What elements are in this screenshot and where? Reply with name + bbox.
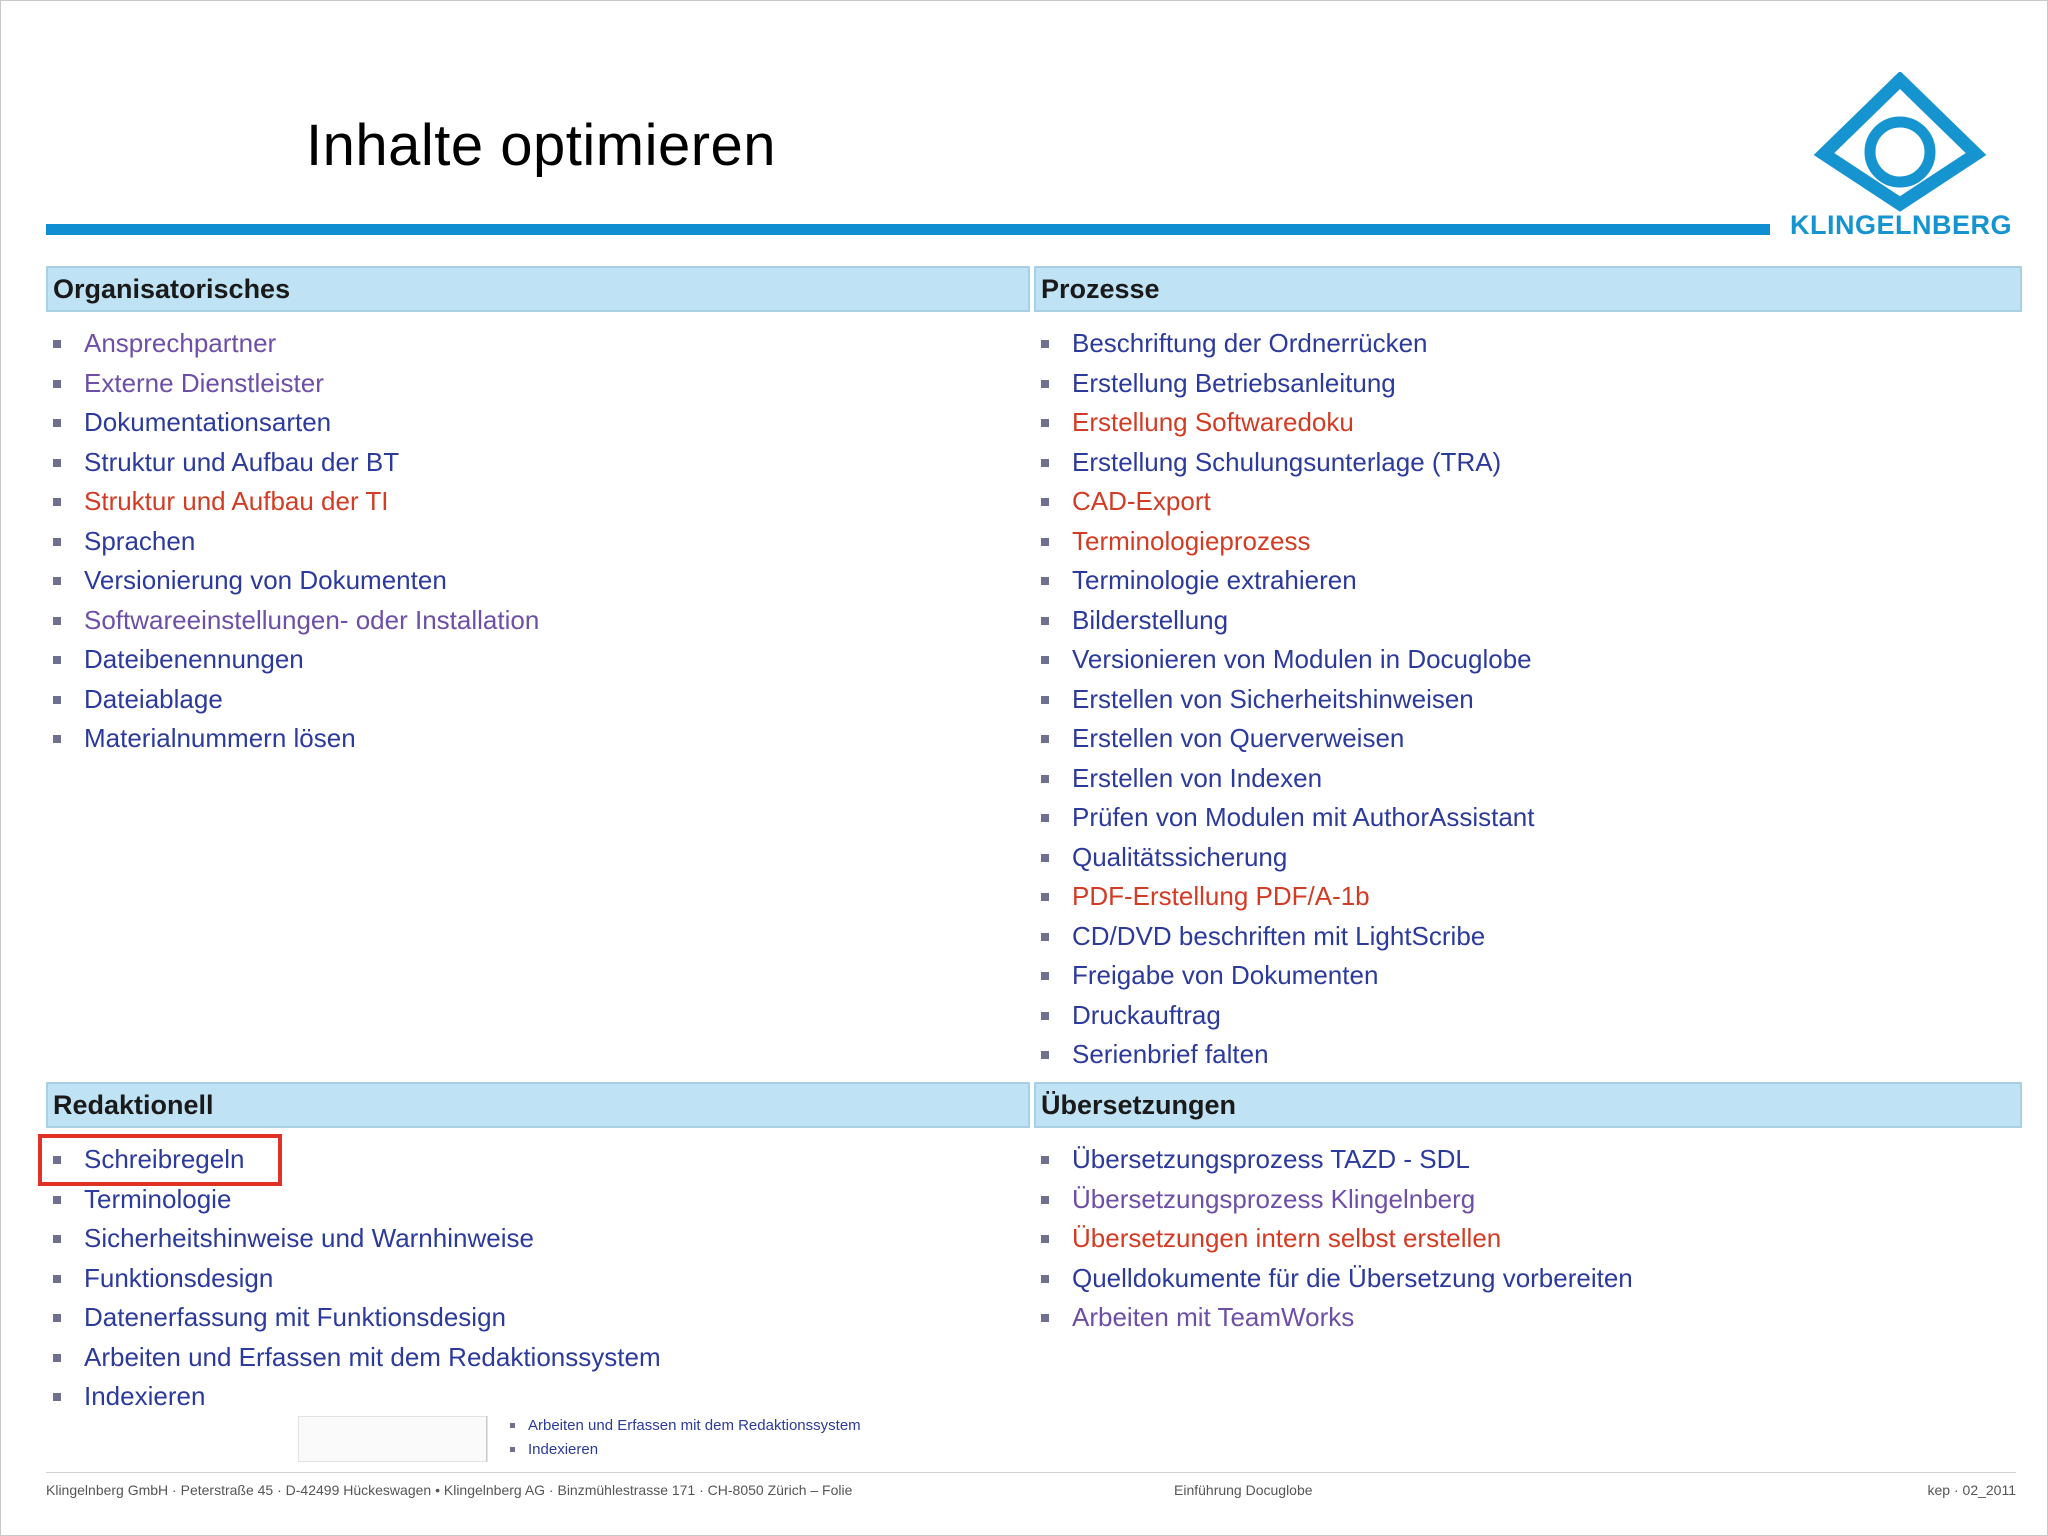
link-struktur-und-aufbau-der-ti[interactable] bbox=[46, 482, 539, 522]
link-arbeiten-mit-teamworks[interactable] bbox=[1034, 1298, 1633, 1338]
link-erstellung-schulungsunterlage-tra[interactable] bbox=[1034, 443, 1534, 483]
bullet-icon bbox=[53, 1354, 61, 1362]
link-label: Terminologieprozess bbox=[1072, 525, 1311, 556]
link-label: Freigabe von Dokumenten bbox=[1072, 960, 1379, 990]
bullet-icon bbox=[53, 538, 61, 546]
link-indexieren[interactable] bbox=[46, 1377, 661, 1417]
link-quelldokumente-fuer-die-uebersetzung-vorbereiten[interactable] bbox=[1034, 1259, 1633, 1299]
section-header-uebersetzungen: Übersetzungen bbox=[1034, 1082, 2022, 1128]
klingelnberg-logo bbox=[1790, 72, 2012, 242]
bullet-icon bbox=[1041, 854, 1049, 862]
link-erstellung-softwaredoku[interactable] bbox=[1034, 403, 1534, 443]
link-label: Softwareeinstellungen- oder Installation bbox=[84, 604, 540, 635]
link-versionierung-von-dokumenten[interactable] bbox=[46, 561, 539, 601]
bullet-icon bbox=[53, 696, 61, 704]
link-label: Prüfen von Modulen mit AuthorAssistant bbox=[1072, 802, 1535, 832]
logo-wordmark: KLINGELNBERG bbox=[1790, 210, 2012, 240]
highlight-box bbox=[38, 1134, 282, 1186]
link-label: Sicherheitshinweise und Warnhinweise bbox=[84, 1223, 534, 1253]
bullet-icon bbox=[1041, 538, 1049, 546]
bullet-icon bbox=[53, 656, 61, 664]
bullet-icon bbox=[1041, 577, 1049, 585]
link-versionieren-von-modulen-in-docuglobe[interactable] bbox=[1034, 640, 1534, 680]
link-label: Quelldokumente für die Übersetzung vorbereiten bbox=[1072, 1262, 1633, 1293]
link-label: Erstellen von Querverweisen bbox=[1072, 723, 1405, 753]
link-erstellen-von-sicherheitshinweisen[interactable] bbox=[1034, 680, 1534, 720]
link-serienbrief-falten[interactable] bbox=[1034, 1035, 1534, 1075]
link-bilderstellung[interactable] bbox=[1034, 601, 1534, 641]
link-datenerfassung-mit-funktionsdesign[interactable] bbox=[46, 1298, 661, 1338]
slide-title: Inhalte optimieren bbox=[306, 113, 777, 178]
link-terminologie-extrahieren[interactable] bbox=[1034, 561, 1534, 601]
link-freigabe-von-dokumenten[interactable] bbox=[1034, 956, 1534, 996]
link-cd-dvd-beschriften-mit-lightscribe[interactable] bbox=[1034, 917, 1534, 957]
link-uebersetzungen-intern-selbst-erstellen[interactable] bbox=[1034, 1219, 1633, 1259]
link-pdf-erstellung-pdf-a-1b[interactable] bbox=[1034, 877, 1534, 917]
link-pruefen-von-modulen-mit-authorassistant[interactable] bbox=[1034, 798, 1534, 838]
bullet-icon bbox=[53, 1196, 61, 1204]
list-organisatorisches bbox=[46, 324, 539, 759]
bullet-icon bbox=[1041, 933, 1049, 941]
link-label: Sprachen bbox=[84, 525, 196, 556]
bullet-icon bbox=[1041, 1314, 1049, 1322]
link-label: Erstellen von Sicherheitshinweisen bbox=[1072, 683, 1474, 714]
link-softwareeinstellungen-oder-installation[interactable] bbox=[46, 601, 539, 641]
title-rule bbox=[46, 224, 1770, 235]
mini-link-list bbox=[506, 1414, 861, 1462]
link-label: Qualitätssicherung bbox=[1072, 841, 1288, 872]
bullet-icon bbox=[53, 617, 61, 625]
bullet-icon bbox=[1041, 459, 1049, 467]
link-erstellen-von-indexen[interactable] bbox=[1034, 759, 1534, 799]
bullet-icon bbox=[1041, 1196, 1049, 1204]
section-header-organisatorisches: Organisatorisches bbox=[46, 266, 1030, 312]
bullet-icon bbox=[53, 577, 61, 585]
link-label: Übersetzungen intern selbst erstellen bbox=[1072, 1223, 1502, 1253]
bullet-icon bbox=[53, 1314, 61, 1322]
link-label: Bilderstellung bbox=[1072, 604, 1229, 635]
link-label: Versionieren von Modulen in Docuglobe bbox=[1072, 644, 1532, 674]
bullet-icon bbox=[1041, 1275, 1049, 1283]
link-funktionsdesign[interactable] bbox=[46, 1259, 661, 1299]
section-header-redaktionell: Redaktionell bbox=[46, 1082, 1030, 1128]
bullet-icon bbox=[53, 419, 61, 427]
diamond-logo-icon bbox=[1790, 72, 2002, 212]
link-label: Funktionsdesign bbox=[84, 1262, 274, 1293]
footer-rule bbox=[46, 1472, 2016, 1473]
link-label: PDF-Erstellung PDF/A-1b bbox=[1072, 881, 1370, 911]
footer-address: Klingelnberg GmbH · Peterstraße 45 · D-42499 Hückeswagen • Klingelnberg AG · Binzmühlestrasse 171 · CH-8050 Zürich – Folie bbox=[46, 1482, 853, 1498]
bullet-icon bbox=[53, 735, 61, 743]
link-label: Serienbrief falten bbox=[1072, 1039, 1269, 1069]
link-label: Versionierung von Dokumenten bbox=[84, 565, 447, 595]
link-label: Arbeiten mit TeamWorks bbox=[1072, 1302, 1355, 1332]
link-label: Übersetzungsprozess TAZD - SDL bbox=[1072, 1144, 1470, 1174]
link-label: Übersetzungsprozess Klingelnberg bbox=[1072, 1183, 1476, 1214]
link-erstellung-betriebsanleitung[interactable] bbox=[1034, 364, 1534, 404]
link-externe-dienstleister[interactable] bbox=[46, 364, 539, 404]
bullet-icon bbox=[510, 1423, 515, 1428]
link-label: Erstellung Softwaredoku bbox=[1072, 407, 1354, 437]
bullet-icon bbox=[1041, 1156, 1049, 1164]
footer-author-date: kep · 02_2011 bbox=[1927, 1482, 2016, 1498]
link-label: CAD-Export bbox=[1072, 486, 1211, 516]
link-label: Schreibregeln bbox=[84, 1144, 245, 1174]
mini-link-label: Arbeiten und Erfassen mit dem Redaktionssystem bbox=[528, 1417, 861, 1434]
list-prozesse bbox=[1034, 324, 1534, 1075]
mini-link-indexieren[interactable] bbox=[506, 1438, 861, 1462]
link-terminologieprozess[interactable] bbox=[1034, 522, 1534, 562]
link-label: Arbeiten und Erfassen mit dem Redaktionssystem bbox=[84, 1341, 661, 1372]
link-label: CD/DVD beschriften mit LightScribe bbox=[1072, 920, 1486, 951]
bullet-icon bbox=[53, 498, 61, 506]
link-label: Terminologie extrahieren bbox=[1072, 565, 1357, 595]
bullet-icon bbox=[1041, 735, 1049, 743]
bullet-icon bbox=[53, 1235, 61, 1243]
link-uebersetzungsprozess-tazd-sdl[interactable] bbox=[1034, 1140, 1633, 1180]
list-uebersetzungen bbox=[1034, 1140, 1633, 1338]
bullet-icon bbox=[1041, 340, 1049, 348]
link-label: Dateibenennungen bbox=[84, 644, 304, 674]
link-label: Beschriftung der Ordnerrücken bbox=[1072, 328, 1428, 358]
mini-divider bbox=[486, 1416, 487, 1462]
bullet-icon bbox=[510, 1447, 515, 1452]
link-dateibenennungen[interactable] bbox=[46, 640, 539, 680]
bullet-icon bbox=[53, 1393, 61, 1401]
link-label: Druckauftrag bbox=[1072, 999, 1221, 1030]
link-druckauftrag[interactable] bbox=[1034, 996, 1534, 1036]
link-beschriftung-der-ordnerruecken[interactable] bbox=[1034, 324, 1534, 364]
mini-thumbnail-panel bbox=[298, 1416, 488, 1462]
link-dokumentationsarten[interactable] bbox=[46, 403, 539, 443]
link-label: Erstellen von Indexen bbox=[1072, 762, 1323, 793]
bullet-icon bbox=[1041, 1235, 1049, 1243]
link-label: Ansprechpartner bbox=[84, 328, 277, 358]
link-label: Erstellung Schulungsunterlage (TRA) bbox=[1072, 446, 1502, 477]
bullet-icon bbox=[53, 340, 61, 348]
mini-link-arbeiten-und-erfassen-mit-dem-redaktionssystem[interactable] bbox=[506, 1414, 861, 1438]
link-dateiablage[interactable] bbox=[46, 680, 539, 720]
link-materialnummern-loesen[interactable] bbox=[46, 719, 539, 759]
mini-link-label: Indexieren bbox=[528, 1441, 599, 1458]
link-label: Dateiablage bbox=[84, 683, 223, 714]
footer-presentation-title: Einführung Docuglobe bbox=[1174, 1482, 1313, 1498]
link-struktur-und-aufbau-der-bt[interactable] bbox=[46, 443, 539, 483]
bullet-icon bbox=[1041, 498, 1049, 506]
link-label: Datenerfassung mit Funktionsdesign bbox=[84, 1302, 507, 1332]
link-arbeiten-und-erfassen-mit-dem-redaktionssystem[interactable] bbox=[46, 1338, 661, 1378]
link-label: Externe Dienstleister bbox=[84, 367, 324, 398]
bullet-icon bbox=[53, 459, 61, 467]
bullet-icon bbox=[53, 1275, 61, 1283]
bullet-icon bbox=[1041, 893, 1049, 901]
link-label: Struktur und Aufbau der TI bbox=[84, 486, 389, 516]
bullet-icon bbox=[1041, 814, 1049, 822]
bullet-icon bbox=[1041, 972, 1049, 980]
link-label: Terminologie bbox=[84, 1183, 232, 1214]
link-label: Erstellung Betriebsanleitung bbox=[1072, 367, 1396, 398]
bullet-icon bbox=[1041, 1051, 1049, 1059]
link-label: Indexieren bbox=[84, 1381, 206, 1411]
bullet-icon bbox=[1041, 380, 1049, 388]
link-ansprechpartner[interactable] bbox=[46, 324, 539, 364]
link-qualitaetssicherung[interactable] bbox=[1034, 838, 1534, 878]
link-label: Materialnummern lösen bbox=[84, 723, 356, 753]
bullet-icon bbox=[1041, 656, 1049, 664]
link-uebersetzungsprozess-klingelnberg[interactable] bbox=[1034, 1180, 1633, 1220]
link-erstellen-von-querverweisen[interactable] bbox=[1034, 719, 1534, 759]
link-label: Dokumentationsarten bbox=[84, 407, 332, 437]
link-sprachen[interactable] bbox=[46, 522, 539, 562]
link-sicherheitshinweise-und-warnhinweise[interactable] bbox=[46, 1219, 661, 1259]
bullet-icon bbox=[1041, 775, 1049, 783]
bullet-icon bbox=[1041, 419, 1049, 427]
bullet-icon bbox=[1041, 1012, 1049, 1020]
bullet-icon bbox=[1041, 696, 1049, 704]
section-header-prozesse: Prozesse bbox=[1034, 266, 2022, 312]
bullet-icon bbox=[53, 380, 61, 388]
bullet-icon bbox=[1041, 617, 1049, 625]
link-cad-export[interactable] bbox=[1034, 482, 1534, 522]
link-label: Struktur und Aufbau der BT bbox=[84, 446, 400, 477]
